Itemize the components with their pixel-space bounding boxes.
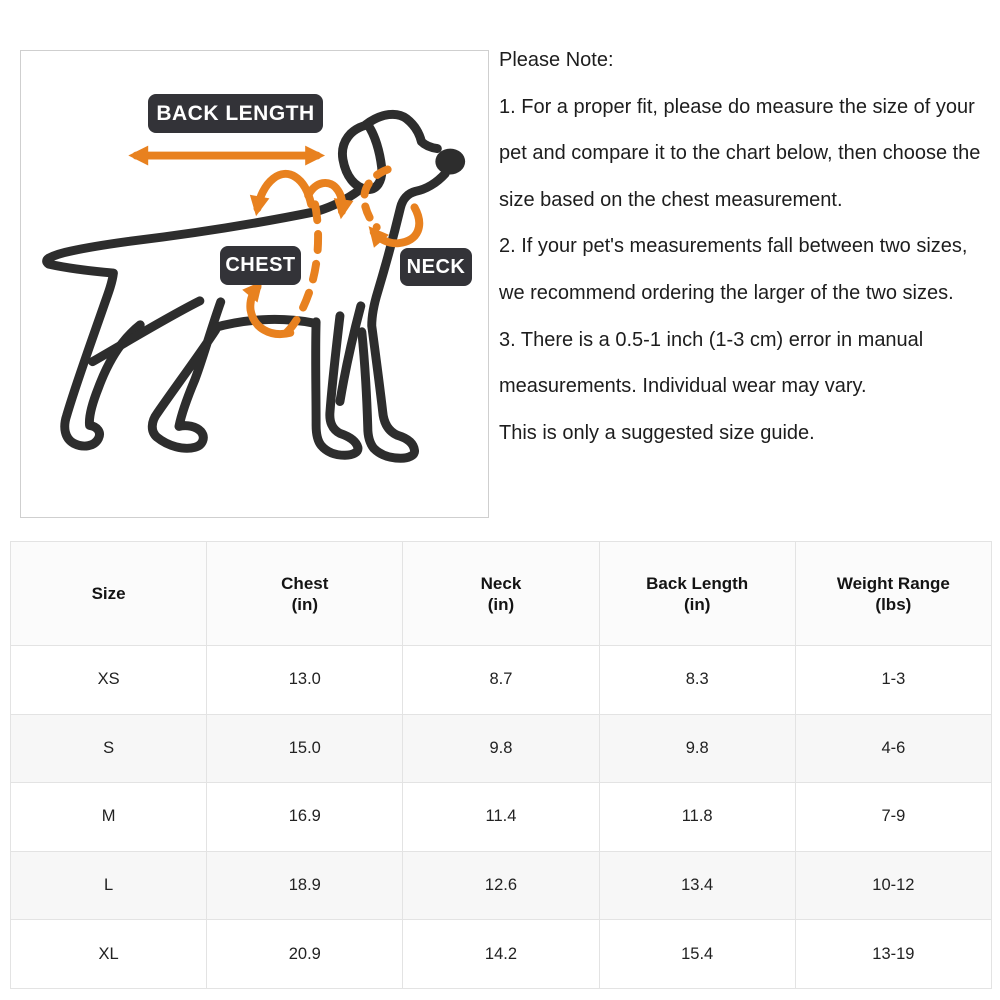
cell: 1-3 xyxy=(795,646,991,715)
cell: 4-6 xyxy=(795,714,991,783)
column-title: Weight Range xyxy=(836,573,950,593)
size-table xyxy=(10,541,992,989)
table-row-xs xyxy=(11,646,992,715)
cell: 8.3 xyxy=(599,646,795,715)
cell: XS xyxy=(11,646,207,715)
note-line: pet and compare it to the chart below, then choose the xyxy=(499,142,981,165)
column-header xyxy=(403,542,599,646)
header-row xyxy=(11,542,992,646)
cell: 11.4 xyxy=(403,783,599,852)
column-unit: (in) xyxy=(683,594,711,614)
cell: 8.7 xyxy=(403,646,599,715)
column-header xyxy=(795,542,991,646)
cell: 9.8 xyxy=(403,714,599,783)
size-table-header xyxy=(11,542,992,646)
size-table-wrap xyxy=(10,541,992,988)
chest-top-arrow-icon xyxy=(257,174,311,208)
cell: 14.2 xyxy=(403,920,599,989)
table-row-s xyxy=(11,714,992,783)
cell: 12.6 xyxy=(403,851,599,920)
cell: 10-12 xyxy=(795,851,991,920)
note-line: 3. There is a 0.5-1 inch (1-3 cm) error in manual xyxy=(499,328,924,351)
note-line: 1. For a proper fit, please do measure the size of your xyxy=(499,95,975,118)
chest-label: CHEST xyxy=(220,246,301,285)
back-length-label: BACK LENGTH xyxy=(148,94,323,133)
note-line: measurements. Individual wear may vary. xyxy=(499,375,867,398)
column-unit: (lbs) xyxy=(875,594,912,614)
column-title: Back Length xyxy=(646,573,749,593)
neck-label: NECK xyxy=(400,248,472,286)
cell: XL xyxy=(11,920,207,989)
cell: 13.0 xyxy=(207,646,403,715)
cell: 16.9 xyxy=(207,783,403,852)
column-title: Chest xyxy=(281,573,329,593)
column-unit: (in) xyxy=(291,594,318,614)
column-header xyxy=(207,542,403,646)
cell: 7-9 xyxy=(795,783,991,852)
column-header xyxy=(11,542,207,646)
column-header xyxy=(599,542,795,646)
cell: L xyxy=(11,851,207,920)
notes-heading: Please Note: xyxy=(499,49,614,71)
column-unit: (in) xyxy=(487,594,515,614)
cell: S xyxy=(11,714,207,783)
column-title: Neck xyxy=(480,573,522,593)
table-row-xl xyxy=(11,920,992,989)
cell: 15.4 xyxy=(599,920,795,989)
cell: 18.9 xyxy=(207,851,403,920)
note-line: 2. If your pet's measurements fall between two sizes, xyxy=(499,235,968,258)
chest-bottom-arrow-icon xyxy=(250,287,290,334)
dog-nose-icon xyxy=(435,149,465,175)
column-title: Size xyxy=(91,584,126,603)
cell: 15.0 xyxy=(207,714,403,783)
table-row-m xyxy=(11,783,992,852)
size-table-body xyxy=(11,646,992,989)
note-line: size based on the chest measurement. xyxy=(499,188,843,211)
table-row-l xyxy=(11,851,992,920)
note-line: This is only a suggested size guide. xyxy=(499,421,815,444)
notes xyxy=(499,37,1000,456)
cell: M xyxy=(11,783,207,852)
dog-measurement-diagram xyxy=(20,50,489,518)
cell: 13-19 xyxy=(795,920,991,989)
cell: 20.9 xyxy=(207,920,403,989)
cell: 11.8 xyxy=(599,783,795,852)
note-line: we recommend ordering the larger of the two sizes. xyxy=(499,281,954,304)
cell: 13.4 xyxy=(599,851,795,920)
cell: 9.8 xyxy=(599,714,795,783)
